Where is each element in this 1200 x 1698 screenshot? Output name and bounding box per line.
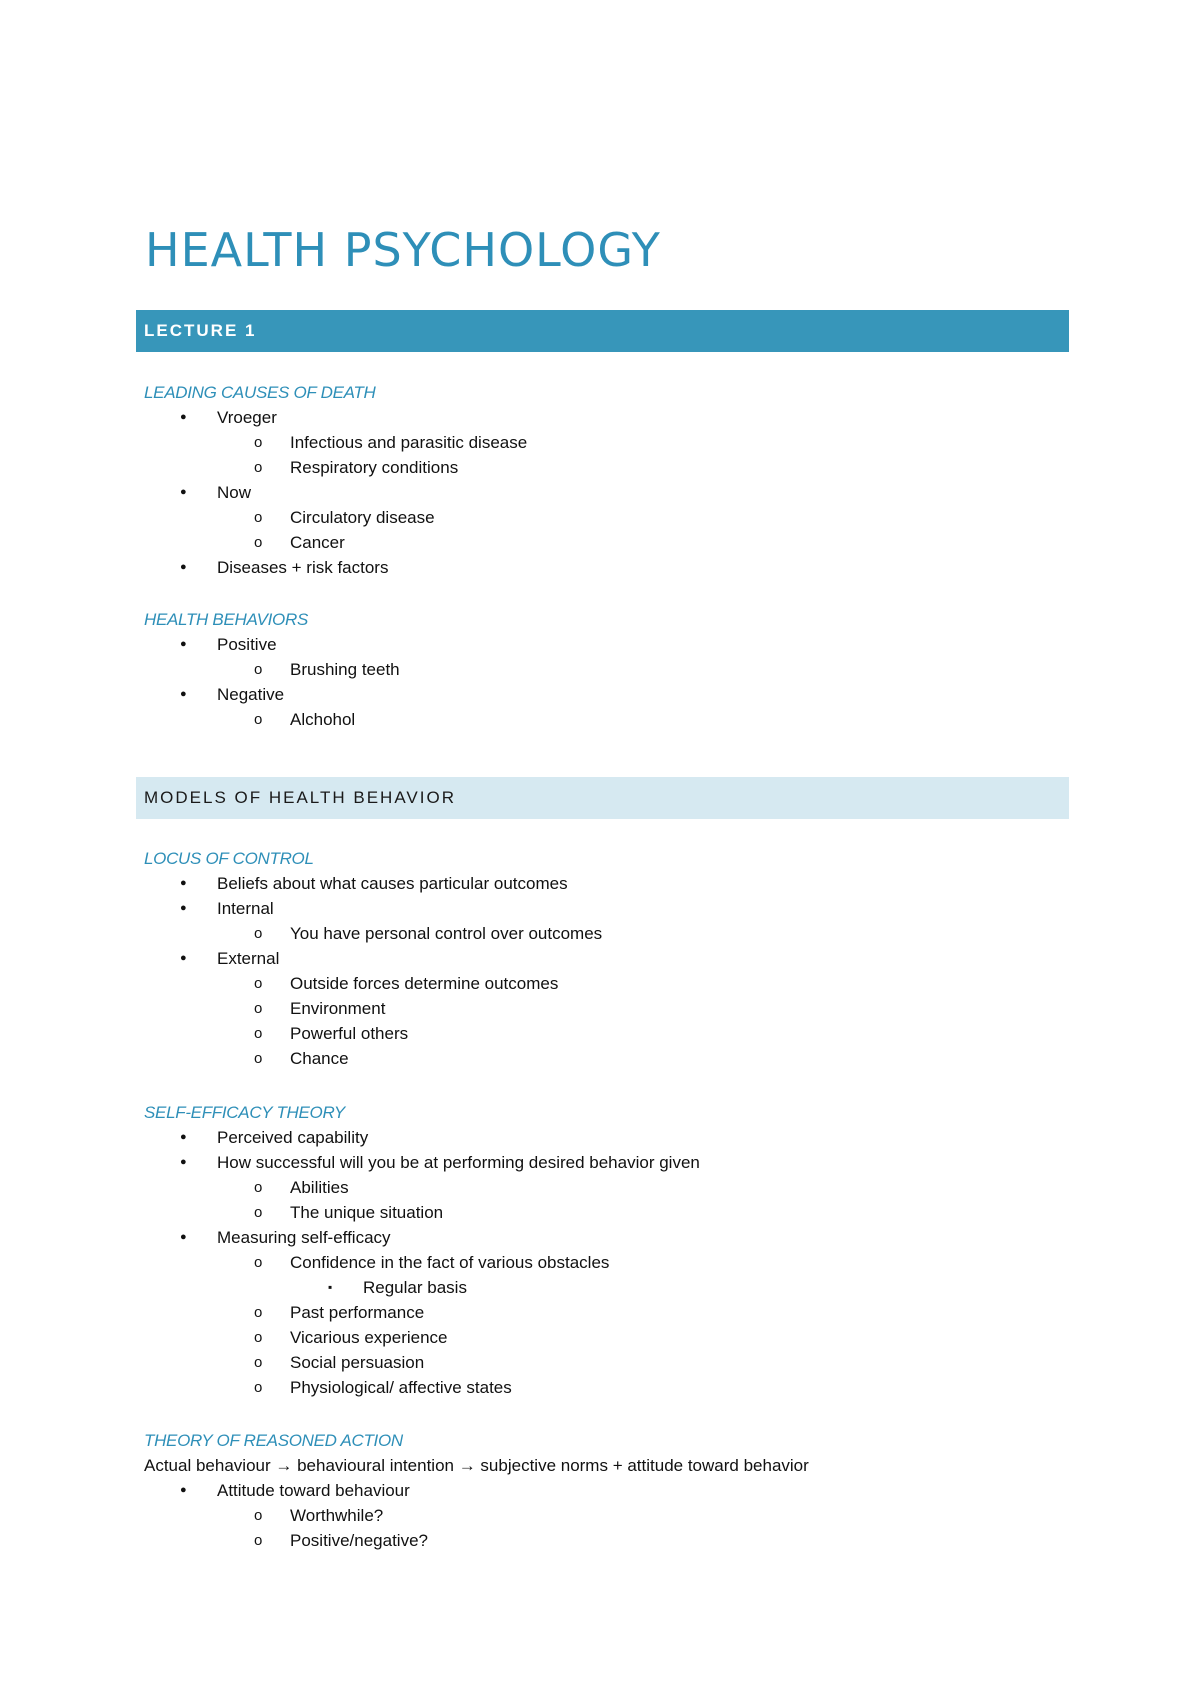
section-leading-causes [144,380,527,580]
list-item: ● Perceived capability [144,1125,700,1150]
section-heading: THEORY OF REASONED ACTION [144,1431,403,1450]
list-item: ● Measuring self-efficacy [144,1225,700,1250]
list-item: ● How successful will you be at performing desired behavior given [144,1150,700,1175]
list-item: ● Now [144,480,527,505]
list-item: o Past performance [144,1300,700,1325]
list-item: o Powerful others [144,1021,602,1046]
list-item: ● Attitude toward behaviour [144,1478,809,1503]
list-item: o Physiological/ affective states [144,1375,700,1400]
list-item: o Circulatory disease [144,505,527,530]
list-item: o Environment [144,996,602,1021]
section-reasoned-action [144,1428,809,1553]
lecture-heading-band: LECTURE 1 [136,310,1069,352]
section-heading: LEADING CAUSES OF DEATH [144,383,376,402]
section-health-behaviors [144,607,400,732]
list-item: o Confidence in the fact of various obstacles [144,1250,700,1275]
list-item: ● Internal [144,896,602,921]
list-item: ● Positive [144,632,400,657]
list-item: o The unique situation [144,1200,700,1225]
section-self-efficacy [144,1100,700,1400]
list-item: o Alchohol [144,707,400,732]
list-item: o Outside forces determine outcomes [144,971,602,996]
list-item: o Abilities [144,1175,700,1200]
list-item: ● Vroeger [144,405,527,430]
list-item: ● Diseases + risk factors [144,555,527,580]
flow-statement: Actual behaviour → behavioural intention → subjective norms + attitude toward behavior [144,1456,809,1475]
list-item: o Worthwhile? [144,1503,809,1528]
section-locus-of-control [144,846,602,1071]
list-item: ● External [144,946,602,971]
list-item: o Social persuasion [144,1350,700,1375]
section-heading: LOCUS OF CONTROL [144,849,314,868]
list-item: o Respiratory conditions [144,455,527,480]
list-item: o Positive/negative? [144,1528,809,1553]
list-item: ▪ Regular basis [144,1275,700,1300]
list-item: o You have personal control over outcomes [144,921,602,946]
document-title: HEALTH PSYCHOLOGY [145,223,661,277]
models-heading-band: MODELS OF HEALTH BEHAVIOR [136,777,1069,819]
list-item: ● Negative [144,682,400,707]
list-item: o Chance [144,1046,602,1071]
list-item: o Cancer [144,530,527,555]
section-heading: HEALTH BEHAVIORS [144,610,308,629]
section-heading: SELF-EFFICACY THEORY [144,1103,345,1122]
list-item: o Vicarious experience [144,1325,700,1350]
list-item: o Infectious and parasitic disease [144,430,527,455]
list-item: ● Beliefs about what causes particular outcomes [144,871,602,896]
list-item: o Brushing teeth [144,657,400,682]
